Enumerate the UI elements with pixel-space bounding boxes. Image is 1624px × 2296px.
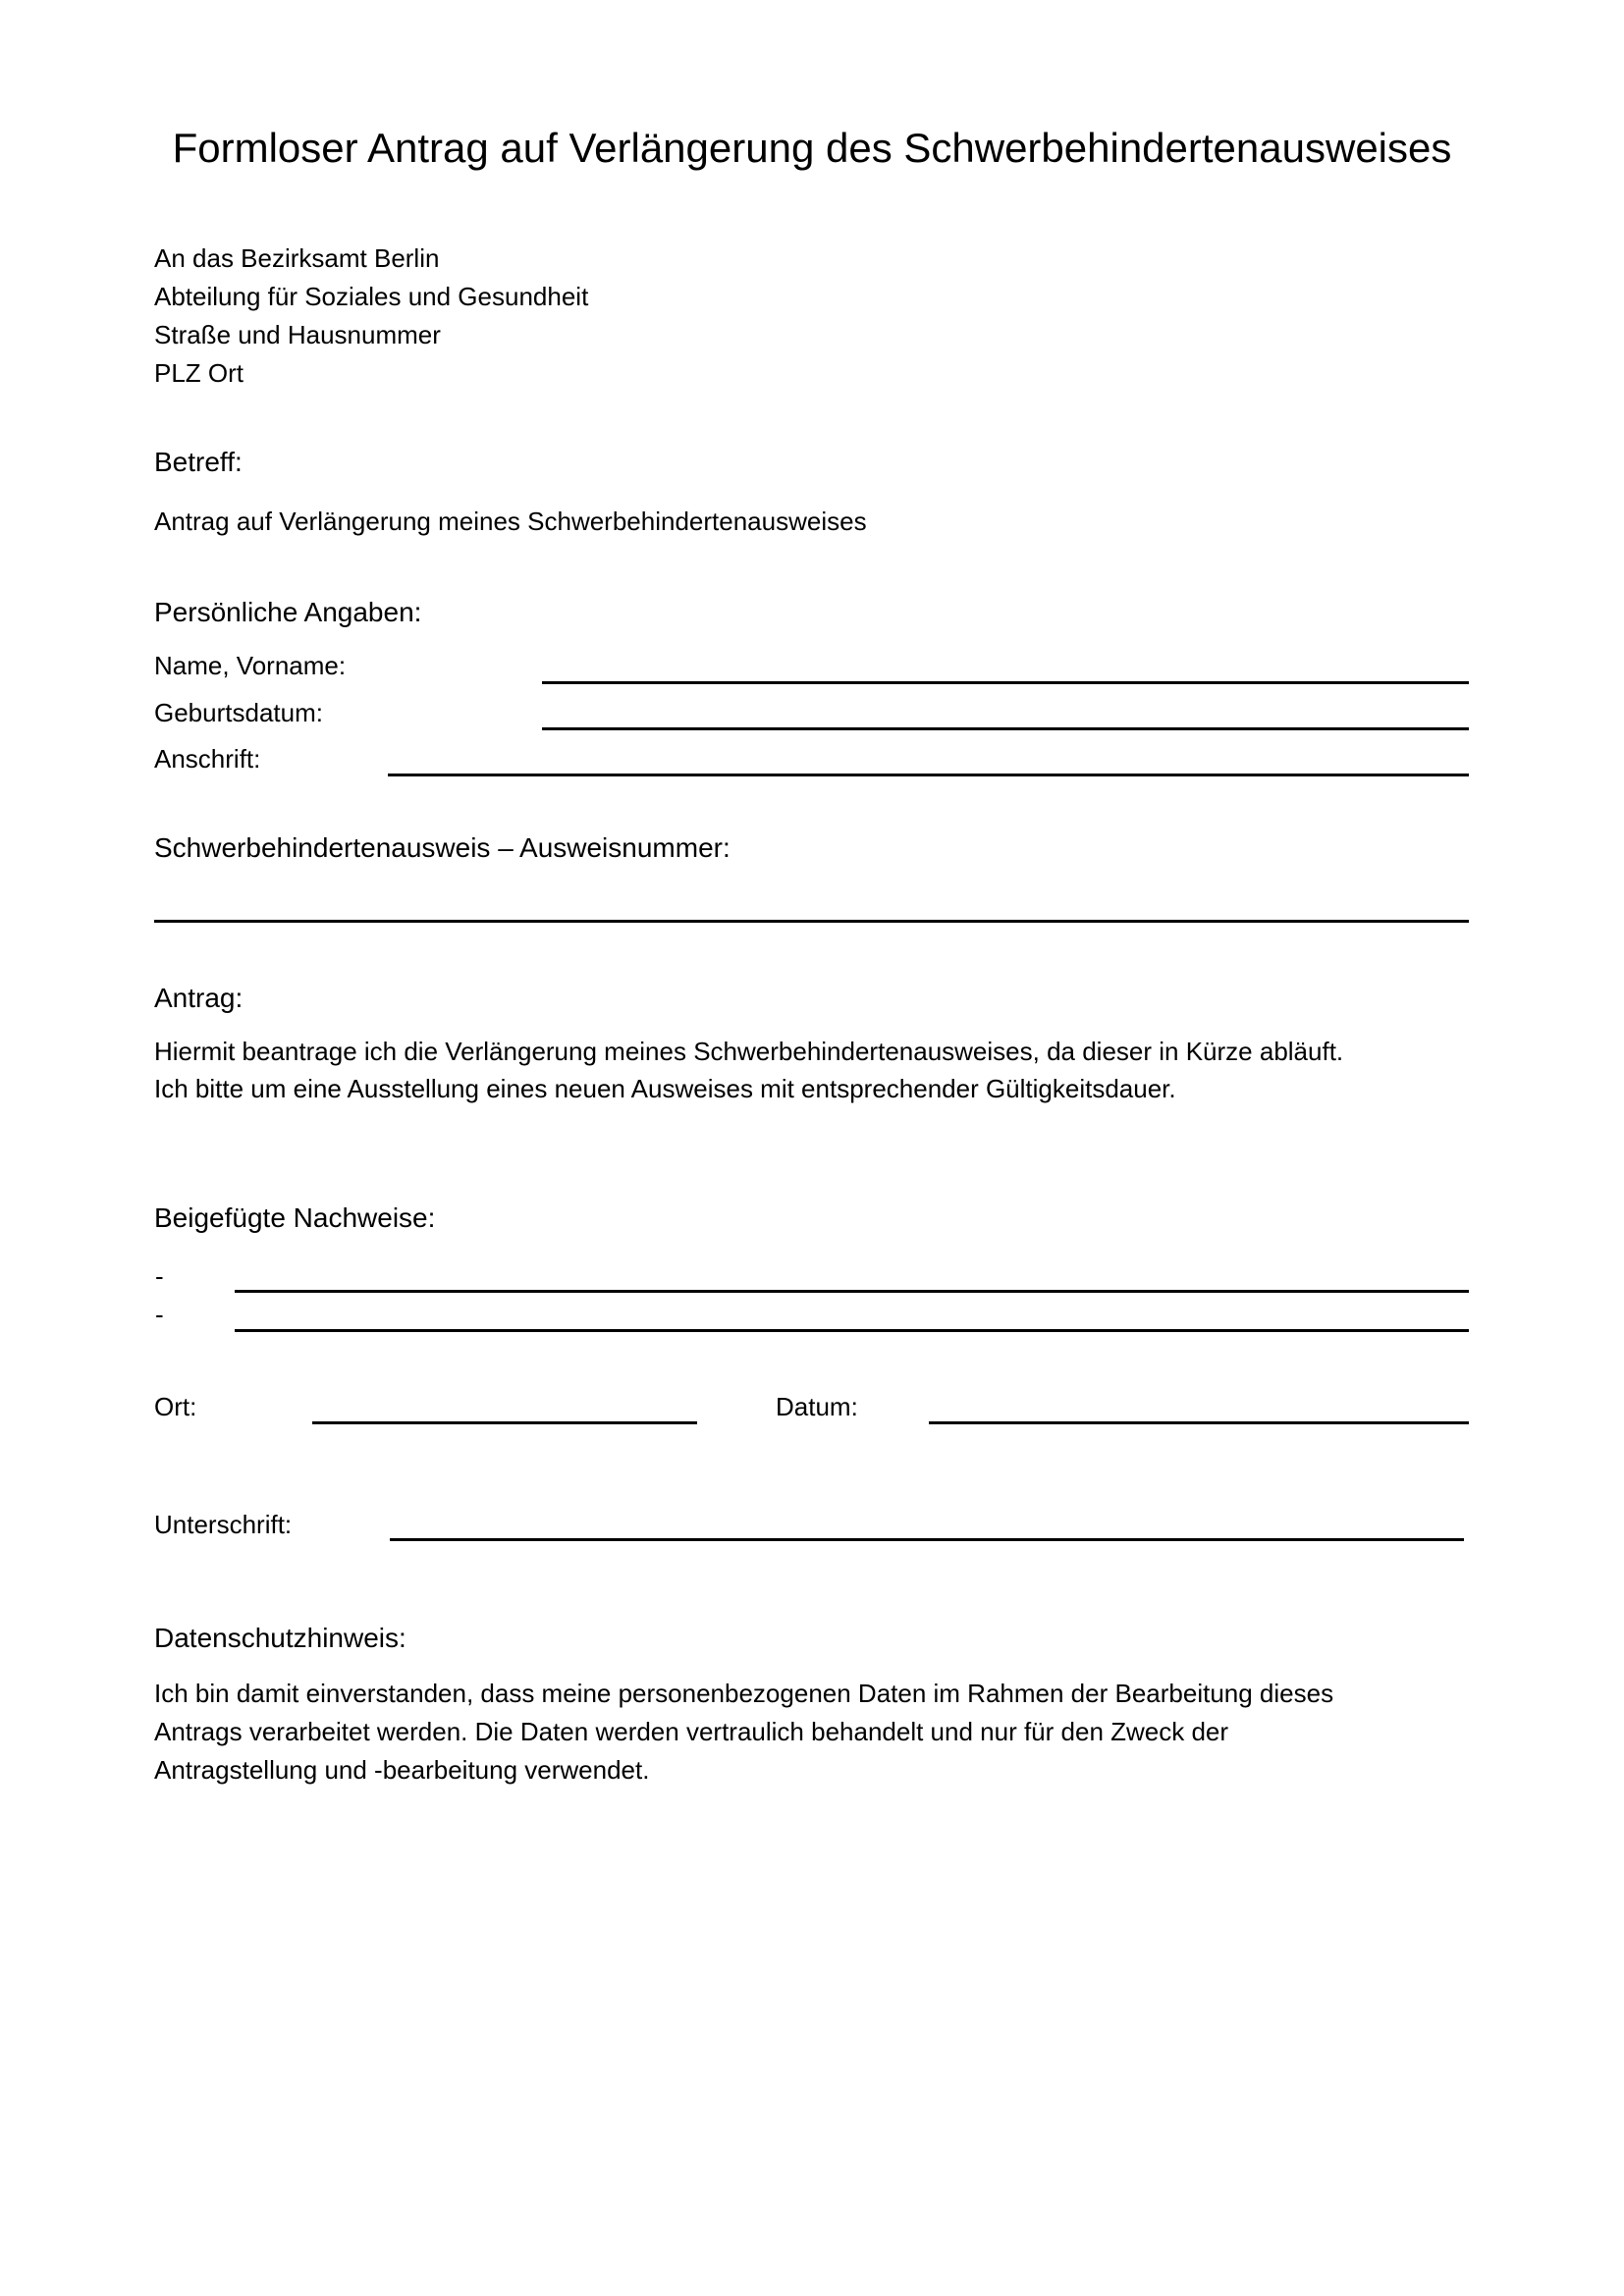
ausweisnummer-heading: Schwerbehindertenausweis – Ausweisnummer: [154,832,731,863]
betreff-heading: Betreff: [154,447,243,477]
datenschutz-body [154,1675,1333,1789]
recipient-address-line: An das Bezirksamt Berlin [154,243,440,273]
nachweise-heading: Beigefügte Nachweise: [154,1202,436,1233]
recipient-address [154,240,588,393]
datenschutz-body-line: Antrags verarbeitet werden. Die Daten werden vertraulich behandelt und nur für den Zweck der [154,1717,1229,1746]
antrag-body [154,1033,1343,1107]
recipient-address-line: Abteilung für Soziales und Gesundheit [154,282,589,311]
name-field-label: Name, Vorname: [154,651,347,680]
antrag-body-line: Ich bitte um eine Ausstellung eines neuen Ausweises mit entsprechender Gültigkeitsdauer. [154,1074,1176,1103]
betreff-text: Antrag auf Verlängerung meines Schwerbehindertenausweises [154,507,867,536]
unterschrift-input-line[interactable] [390,1538,1464,1541]
address-field-label: Anschrift: [154,744,261,774]
ort-label: Ort: [154,1392,197,1421]
nachweis-input-line-1[interactable] [235,1290,1469,1293]
name-input-line[interactable] [542,681,1469,684]
nachweis-input-line-2[interactable] [235,1329,1469,1332]
unterschrift-label: Unterschrift: [154,1510,293,1539]
nachweise-bullet: - [155,1300,164,1329]
ausweisnummer-input-line[interactable] [154,920,1469,923]
datenschutz-body-line: Antragstellung und -bearbeitung verwendet. [154,1755,650,1785]
document-title: Formloser Antrag auf Verlängerung des Schwerbehindertenausweises [172,125,1452,171]
ort-input-line[interactable] [312,1421,697,1424]
birthdate-input-line[interactable] [542,727,1469,730]
antrag-heading: Antrag: [154,983,244,1013]
datum-input-line[interactable] [929,1421,1469,1424]
datenschutz-body-line: Ich bin damit einverstanden, dass meine personenbezogenen Daten im Rahmen der Bearbeitung dieses [154,1679,1334,1708]
recipient-address-line: Straße und Hausnummer [154,320,441,349]
personal-section-heading: Persönliche Angaben: [154,597,422,627]
antrag-body-line: Hiermit beantrage ich die Verlängerung meines Schwerbehindertenausweises, da dieser in Kürze abläuft. [154,1037,1344,1066]
address-input-line[interactable] [388,774,1469,776]
nachweise-bullet: - [155,1261,164,1291]
datum-label: Datum: [776,1392,858,1421]
birthdate-field-label: Geburtsdatum: [154,698,323,727]
datenschutz-heading: Datenschutzhinweis: [154,1623,406,1653]
recipient-address-line: PLZ Ort [154,358,244,388]
